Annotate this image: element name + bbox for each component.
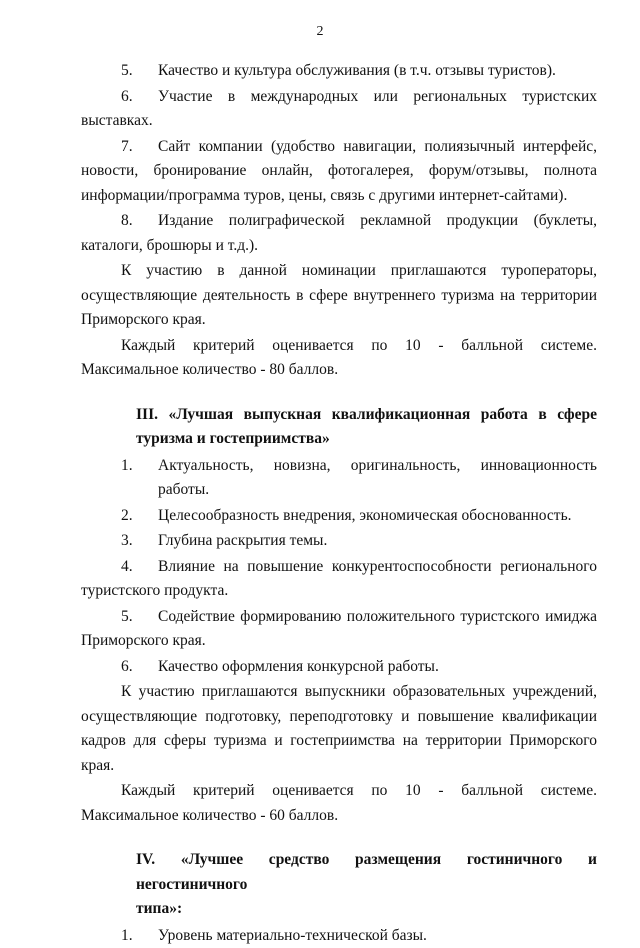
item-number: 1. [121, 454, 158, 503]
criteria-list-4 [81, 924, 597, 948]
heading-line: туризма и гостеприимства» [136, 427, 597, 452]
item-text-continued: каталоги, брошюры и т.д.). [81, 234, 597, 259]
paragraph-participants: К участию приглашаются выпускники образовательных учреждений, осуществляющие подготовку, переподготовку и повышение квалификации кадров для сферы туризма и гостеприимства на территории Приморского края. [81, 680, 597, 778]
item-number: 1. [121, 924, 158, 948]
item-text: Уровень материально-технической базы. [158, 924, 597, 948]
paragraph-scoring: Каждый критерий оценивается по 10 - балльной системе. Максимальное количество - 80 баллов. [81, 334, 597, 383]
item-text: Глубина раскрытия темы. [158, 529, 597, 554]
item-number: 6. [121, 85, 158, 110]
item-text: Издание полиграфической рекламной продукции (буклеты, [158, 209, 597, 234]
heading-line: типа»: [136, 897, 597, 922]
item-number: 8. [121, 209, 158, 234]
item-text-continued: Приморского края. [81, 629, 597, 654]
list-item [81, 454, 597, 503]
item-number: 2. [121, 504, 158, 529]
item-number: 4. [121, 555, 158, 580]
item-number: 5. [121, 59, 158, 84]
item-text: Качество и культура обслуживания (в т.ч. отзывы туристов). [158, 59, 597, 84]
item-text: Сайт компании (удобство навигации, полиязычный интерфейс, [158, 135, 597, 160]
list-item [81, 59, 597, 84]
list-item [81, 504, 597, 529]
item-text: Влияние на повышение конкурентоспособности регионального [158, 555, 597, 580]
item-text: Целесообразность внедрения, экономическая обоснованность. [158, 504, 597, 529]
criteria-list-3 [81, 454, 597, 680]
item-text-continued: выставках. [81, 109, 597, 134]
item-text: Актуальность, новизна, оригинальность, инновационность работы. [158, 454, 597, 503]
item-text-continued: информации/программа туров, цены, связь с другими интернет-сайтами). [81, 184, 597, 209]
list-item [81, 555, 597, 604]
document-body [81, 58, 597, 948]
page-number: 2 [0, 20, 640, 45]
criteria-list-2 [81, 59, 597, 258]
heading-line: III. «Лучшая выпускная квалификационная работа в сфере [136, 403, 597, 428]
item-number: 3. [121, 529, 158, 554]
list-item [81, 924, 597, 948]
paragraph-participants: К участию в данной номинации приглашаются туроператоры, осуществляющие деятельность в сфере внутреннего туризма на территории Приморского края. [81, 259, 597, 333]
item-text-continued: новости, бронирование онлайн, фотогалерея, форум/отзывы, полнота [81, 159, 597, 184]
section-heading-4 [136, 848, 597, 922]
heading-line: IV. «Лучшее средство размещения гостиничного и негостиничного [136, 848, 597, 897]
item-text-continued: туристского продукта. [81, 579, 597, 604]
section-heading-3 [136, 403, 597, 452]
item-number: 5. [121, 605, 158, 630]
paragraph-scoring: Каждый критерий оценивается по 10 - балльной системе. Максимальное количество - 60 баллов. [81, 779, 597, 828]
list-item [81, 529, 597, 554]
list-item [81, 85, 597, 134]
item-number: 6. [121, 655, 158, 680]
item-text: Качество оформления конкурсной работы. [158, 655, 597, 680]
item-text: Участие в международных или региональных туристских [158, 85, 597, 110]
item-text: Содействие формированию положительного туристского имиджа [158, 605, 597, 630]
list-item [81, 135, 597, 209]
list-item [81, 605, 597, 654]
item-number: 7. [121, 135, 158, 160]
list-item [81, 655, 597, 680]
list-item [81, 209, 597, 258]
